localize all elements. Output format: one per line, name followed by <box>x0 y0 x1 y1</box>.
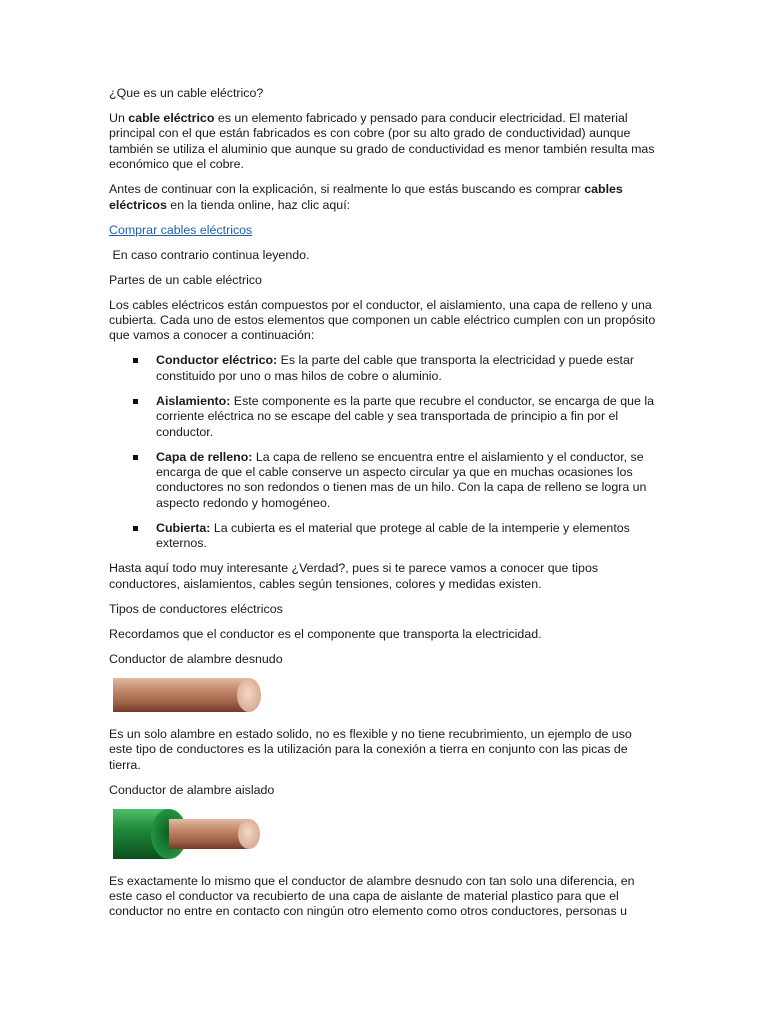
bullet-icon <box>133 399 138 404</box>
document-body <box>109 86 657 929</box>
heading-tipos: Tipos de conductores eléctricos <box>109 601 283 616</box>
list-item: Aislamiento: Este componente es la parte que recubre el conductor, se encarga de que la corriente eléctrica no se escape del cable y sea transportada de principio a fin por el conductor. <box>109 394 657 440</box>
insulated-wire-image <box>113 808 263 860</box>
conductor-paragraph: Recordamos que el conductor es el componente que transporta la electricidad. <box>109 626 542 641</box>
buy-cables-link[interactable]: Comprar cables eléctricos <box>109 222 253 237</box>
bare-wire-paragraph: Es un solo alambre en estado solido, no es flexible y no tiene recubrimiento, un ejemplo de uso este tipo de conductores es la utilización para la conexión a tierra en conjunto con las picas de tierra. <box>109 726 632 772</box>
continue-paragraph: En caso contrario continua leyendo. <box>109 247 310 262</box>
summary-paragraph: Hasta aquí todo muy interesante ¿Verdad?, pues si te parece vamos a conocer que tipos conductores, aislamientos, cables según tensiones, colores y medidas existen. <box>109 561 599 591</box>
heading-partes: Partes de un cable eléctrico <box>109 272 262 287</box>
heading-aislado: Conductor de alambre aislado <box>109 782 275 797</box>
link-paragraph <box>109 223 657 238</box>
bullet-icon <box>133 526 138 531</box>
insulated-wire-paragraph: Es exactamente lo mismo que el conductor de alambre desnudo con tan solo una diferencia, en este caso el conductor va recubierto de una capa de aislante de material plastico para que el conductor no entre en contacto con ningún otro elemento como otros conductores, personas u <box>109 873 635 919</box>
list-item: Capa de relleno: La capa de relleno se encuentra entre el aislamiento y el conductor, se encarga de que el cable conserve un aspecto circular ya que en muchas ocasiones los conductores no son redondos o tienen mas de un hilo. Con la capa de relleno se logra un aspecto redondo y homogéneo. <box>109 450 657 512</box>
heading-desnudo: Conductor de alambre desnudo <box>109 651 283 666</box>
intro-paragraph: Un cable eléctrico es un elemento fabricado y pensado para conducir electricidad. El material principal con el que están fabricados es con cobre (por su alto grado de conductividad) aunque también se utiliza el aluminio que aunque su grado de conductividad es menor también resulta mas económico que el cobre. <box>109 111 655 172</box>
bullet-icon <box>133 358 138 363</box>
list-item: Conductor eléctrico: Es la parte del cable que transporta la electricidad y puede estar constituido por uno o mas hilos de cobre o aluminio. <box>109 353 657 384</box>
bare-wire-image <box>113 677 263 713</box>
store-paragraph: Antes de continuar con la explicación, si realmente lo que estás buscando es comprar cables eléctricos en la tienda online, haz clic aquí: <box>109 182 623 212</box>
bullet-icon <box>133 455 138 460</box>
parts-list <box>109 353 657 551</box>
parts-paragraph: Los cables eléctricos están compuestos por el conductor, el aislamiento, una capa de relleno y una cubierta. Cada uno de estos elementos que componen un cable eléctrico cumplen con un propósito que vamos a conocer a continuación: <box>109 297 656 343</box>
list-item: Cubierta: La cubierta es el material que protege al cable de la intemperie y elementos externos. <box>109 521 657 552</box>
heading-que-es: ¿Que es un cable eléctrico? <box>109 86 264 100</box>
